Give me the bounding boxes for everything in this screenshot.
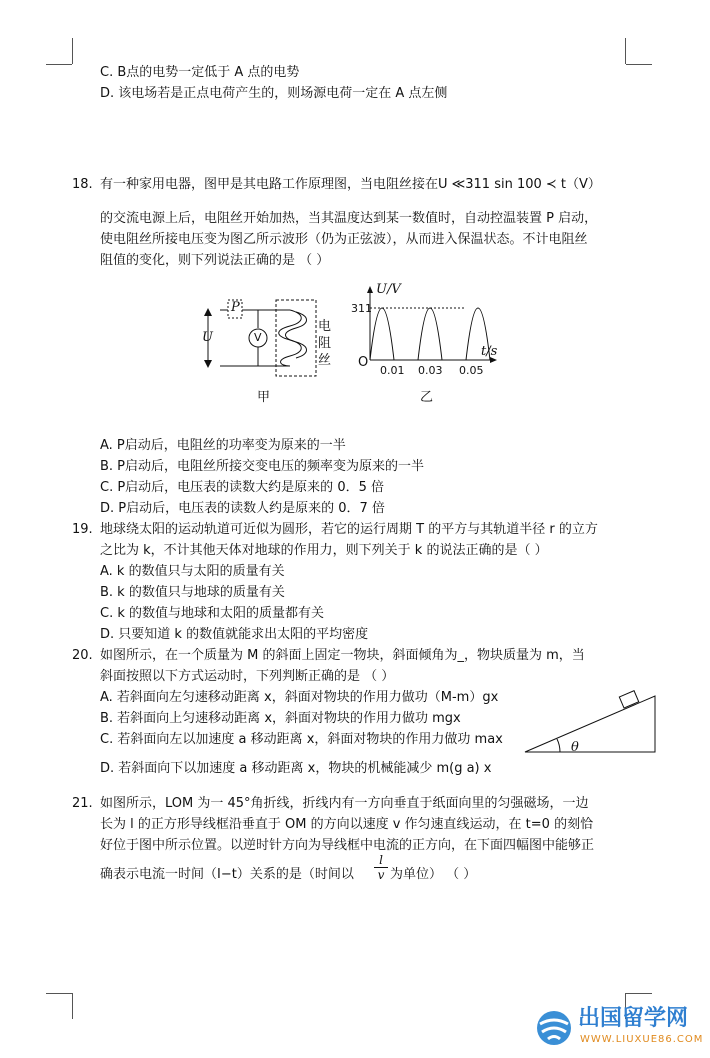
q20-option-b: B. 若斜面向上匀速移动距离 x，斜面对物块的作用力做功 mgx [100,711,461,726]
q20-option-d: D. 若斜面向下以加速度 a 移动距离 x，物块的机械能减少 m(g a) x [100,761,492,776]
watermark-url: WWW.LIUXUE86.COM [580,1034,704,1045]
crop-mark-top-left-v [72,38,73,64]
q19-number: 19. [72,522,93,537]
globe-icon [534,1008,574,1048]
q21-line-4b: 为单位） （ ） [390,867,477,882]
incline-angle-label: θ [571,740,579,755]
q18-option-c: C. P启动后，电压表的读数大约是原来的 0．5 倍 [100,480,384,495]
fraction-numerator: l [374,853,388,868]
crop-mark-bottom-left-v [72,993,73,1019]
q20-number: 20. [72,648,93,663]
q20-option-c: C. 若斜面向左以加速度 a 移动距离 x，斜面对物块的作用力做功 max [100,732,503,747]
q19-option-a: A. k 的数值只与太阳的质量有关 [100,564,285,579]
q18-number: 18. [72,177,93,192]
crop-mark-top-right [626,64,652,65]
crop-mark-top-right-v [625,38,626,64]
q21-line-3: 好位于图中所示位置。以逆时针方向为导线框中电流的正方向，在下面四幅图中能够正 [100,838,595,853]
y-axis-label [376,282,401,297]
switch-p-label: P [231,300,240,315]
q19-option-b: B. k 的数值只与地球的质量有关 [100,585,285,600]
x-axis-text: t/s [481,344,498,359]
q21-line-4a: 确表示电流一时间（I−t）关系的是（时间以 [100,867,354,882]
q18-line-4: 阻值的变化，则下列说法正确的是 （ ） [100,253,330,268]
q20-line-2: 斜面按照以下方式运动时，下列判断正确的是 （ ） [100,669,395,684]
q18-line-3: 使电阻丝所接电压变为图乙所示波形（仍为正弦波），从而进入保温状态。不计电阻丝 [100,232,588,247]
x-tick-2: 0.03 [418,364,443,377]
fraction-denominator: v [377,868,385,882]
q20-option-a: A. 若斜面向左匀速移动距离 x，斜面对物块的作用力做功（M-m）gx [100,690,499,705]
y-axis-text: U/V [376,282,401,297]
voltmeter-v-label: V [254,331,262,344]
q18-option-a: A. P启动后，电阻丝的功率变为原来的一半 [100,438,346,453]
q17-option-d: D. 该电场若是正点电荷产生的，则场源电荷一定在 A 点左侧 [100,86,448,101]
crop-mark-bottom-right [626,993,652,994]
q21-number: 21. [72,796,93,811]
q18-line-2: 的交流电源上后，电阻丝开始加热，当其温度达到某一数值时，自动控温装置 P 启动， [100,211,598,226]
q21-line-2: 长为 l 的正方形导线框沿垂直于 OM 的方向以速度 v 作匀速直线运动，在 t=0 的刻恰 [100,817,594,832]
q18-line-1: 有一种家用电器，图甲是其电路工作原理图，当电阻丝接在U ≪311 sin 100 ≺ t（V） [100,177,601,192]
watermark-title: 出国留学网 [578,1006,689,1031]
fraction-l-over-v [374,853,388,882]
q19-line-1: 地球绕太阳的运动轨道可近似为圆形，若它的运行周期 T 的平方与其轨道半径 r 的立方 [100,522,598,537]
origin-label: O [358,355,369,370]
q21-line-1: 如图所示，LOM 为一 45°角折线，折线内有一方向垂直于纸面向里的匀强磁场，一边 [100,796,589,811]
voltage-u-label: U [202,330,213,345]
q18-option-b: B. P启动后，电阻丝所接交变电压的频率变为原来的一半 [100,459,425,474]
q18-option-d: D. P启动后，电压表的读数人约是原来的 0．7 倍 [100,501,385,516]
watermark-logo [534,1006,704,1052]
y-tick-311: 311 [351,302,372,315]
incline-diagram [520,690,660,760]
x-tick-1: 0.01 [380,364,405,377]
q19-option-d: D. 只要知道 k 的数值就能求出太阳的平均密度 [100,627,369,642]
x-axis-label [481,344,497,359]
q20-line-1: 如图所示，在一个质量为 M 的斜面上固定一物块，斜面倾角为_，物块质量为 m，当 [100,648,585,663]
q19-line-2: 之比为 k，不计其他天体对地球的作用力，则下列关于 k 的说法正确的是（ ） [100,543,548,558]
resistor-label-3: 丝 [318,353,332,368]
q19-option-c: C. k 的数值与地球和太阳的质量都有关 [100,606,325,621]
crop-mark-bottom-left [46,993,72,994]
resistor-label-2: 阻 [318,336,332,351]
resistor-label-1: 电 [318,319,332,334]
figure-yi-caption: 乙 [420,390,434,405]
x-tick-3: 0.05 [459,364,484,377]
q17-option-c: C. B点的电势一定低于 A 点的电势 [100,65,300,80]
figure-jia-caption: 甲 [257,390,271,405]
crop-mark-top-left [46,64,72,65]
